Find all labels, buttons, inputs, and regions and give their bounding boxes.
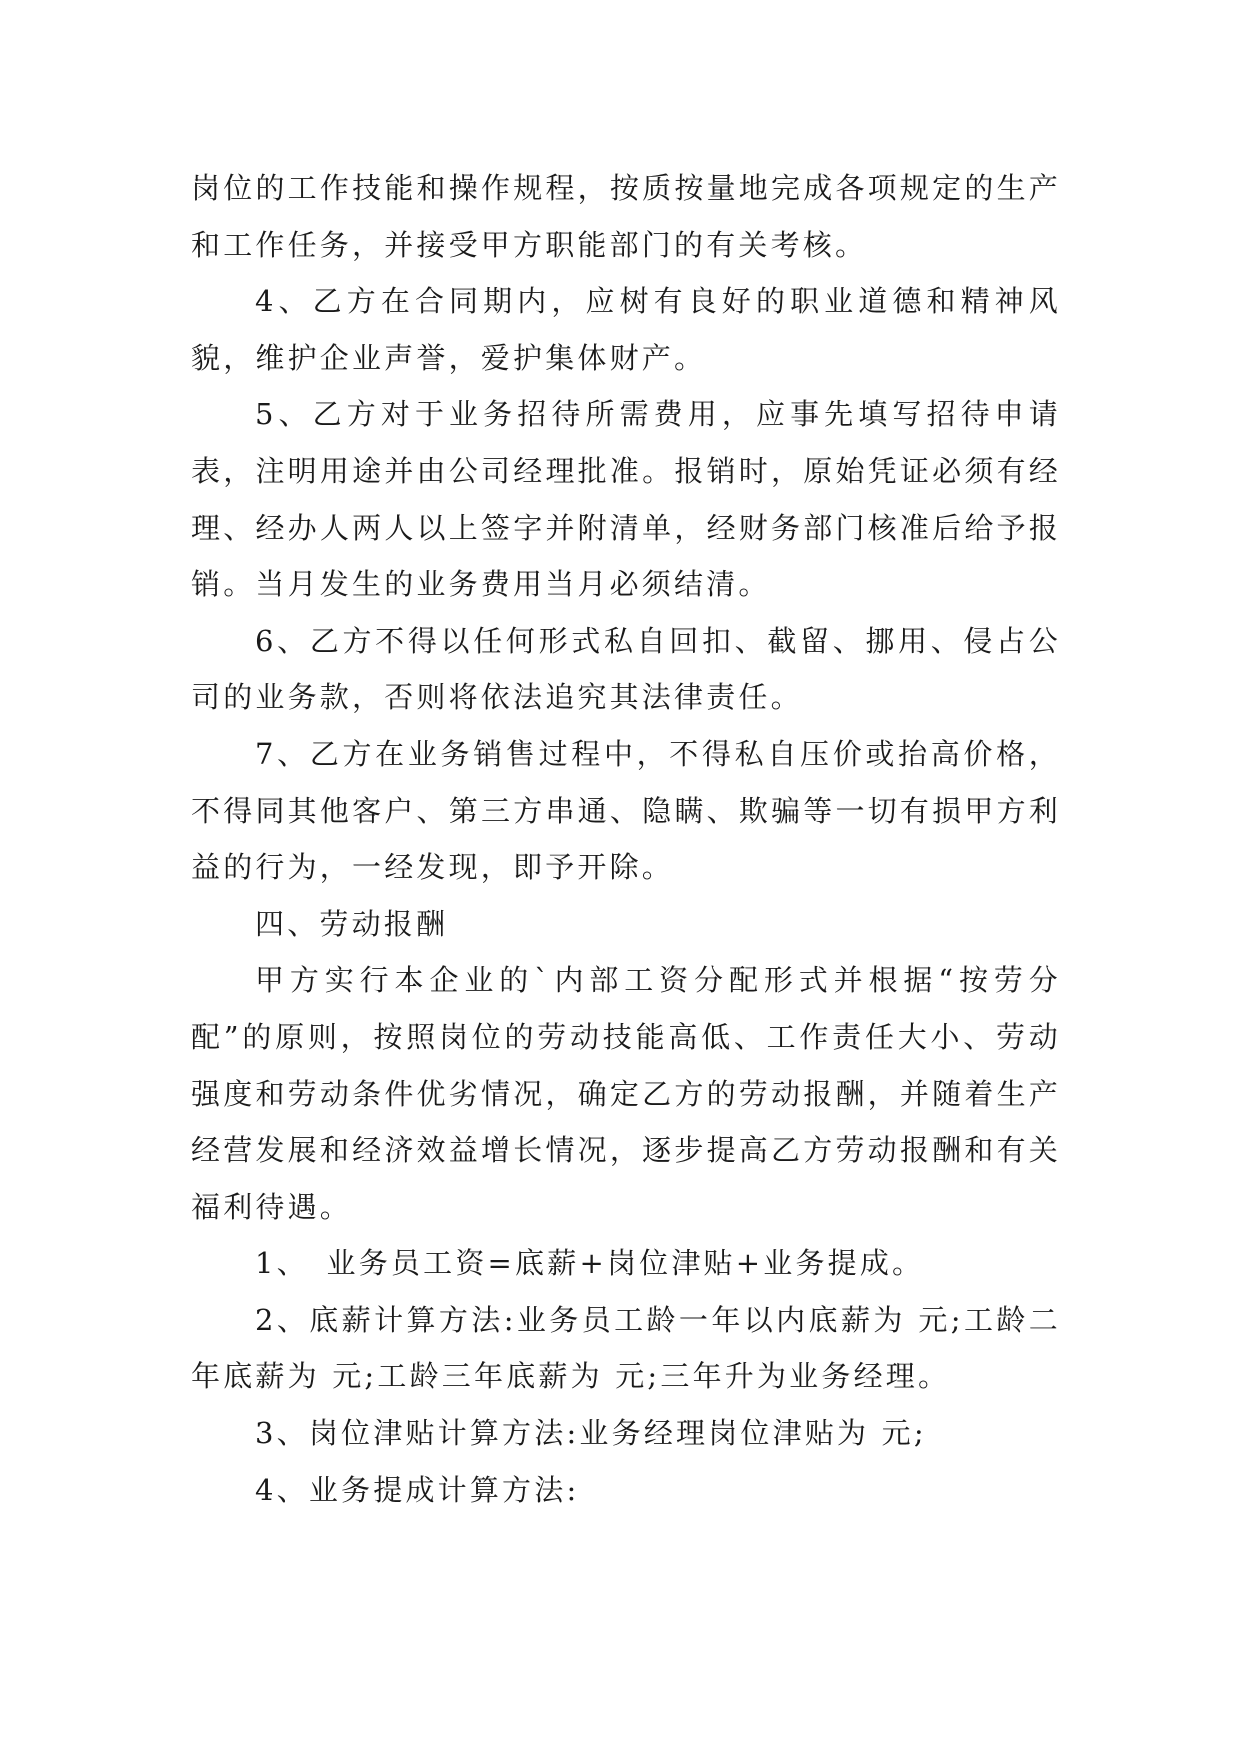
paragraph-clause-4-ethics: 4、乙方在合同期内，应树有良好的职业道德和精神风貌，维护企业声誉，爱护集体财产。	[191, 284, 1061, 375]
paragraph-clause-6-misappropriation: 6、乙方不得以任何形式私自回扣、截留、挪用、侵占公司的业务款，否则将依法追究其法律责任。	[191, 623, 1061, 715]
paragraph-remuneration-principle: 甲方实行本企业的`内部工资分配形式并根据“按劳分配”的原则，按照岗位的劳动技能高低、工作责任大小、劳动强度和劳动条件优劣情况，确定乙方的劳动报酬，并随着生产经营发展和经济效益增长情况，逐步提高乙方劳动报酬和有关福利待遇。	[191, 963, 1061, 1224]
section-heading-labor-remuneration: 四、劳动报酬	[255, 906, 449, 941]
paragraph-job-duties-continued: 岗位的工作技能和操作规程，按质按量地完成各项规定的生产和工作任务，并接受甲方职能部门的有关考核。	[191, 171, 1061, 262]
paragraph-item-2-base-salary: 2、底薪计算方法:业务员工龄一年以内底薪为 元;工龄二年底薪为 元;工龄三年底薪为 元;三年升为业务经理。	[191, 1302, 1061, 1394]
paragraph-item-1-salary-formula: 1、 业务员工资=底薪+岗位津贴+业务提成。	[255, 1246, 925, 1281]
paragraph-clause-5-expenses: 5、乙方对于业务招待所需费用，应事先填写招待申请表，注明用途并由公司经理批准。报销时，原始凭证必须有经理、经办人两人以上签字并附清单，经财务部门核准后给予报销。当月发生的业务费用当月必须结清。	[191, 397, 1061, 602]
paragraph-item-4-commission: 4、业务提成计算方法:	[255, 1472, 580, 1507]
paragraph-item-3-post-allowance: 3、岗位津贴计算方法:业务经理岗位津贴为 元;	[255, 1416, 927, 1451]
paragraph-clause-7-pricing: 7、乙方在业务销售过程中，不得私自压价或抬高价格，不得同其他客户、第三方串通、隐瞒、欺骗等一切有损甲方利益的行为，一经发现，即予开除。	[191, 736, 1061, 885]
document-body	[191, 160, 1061, 1518]
